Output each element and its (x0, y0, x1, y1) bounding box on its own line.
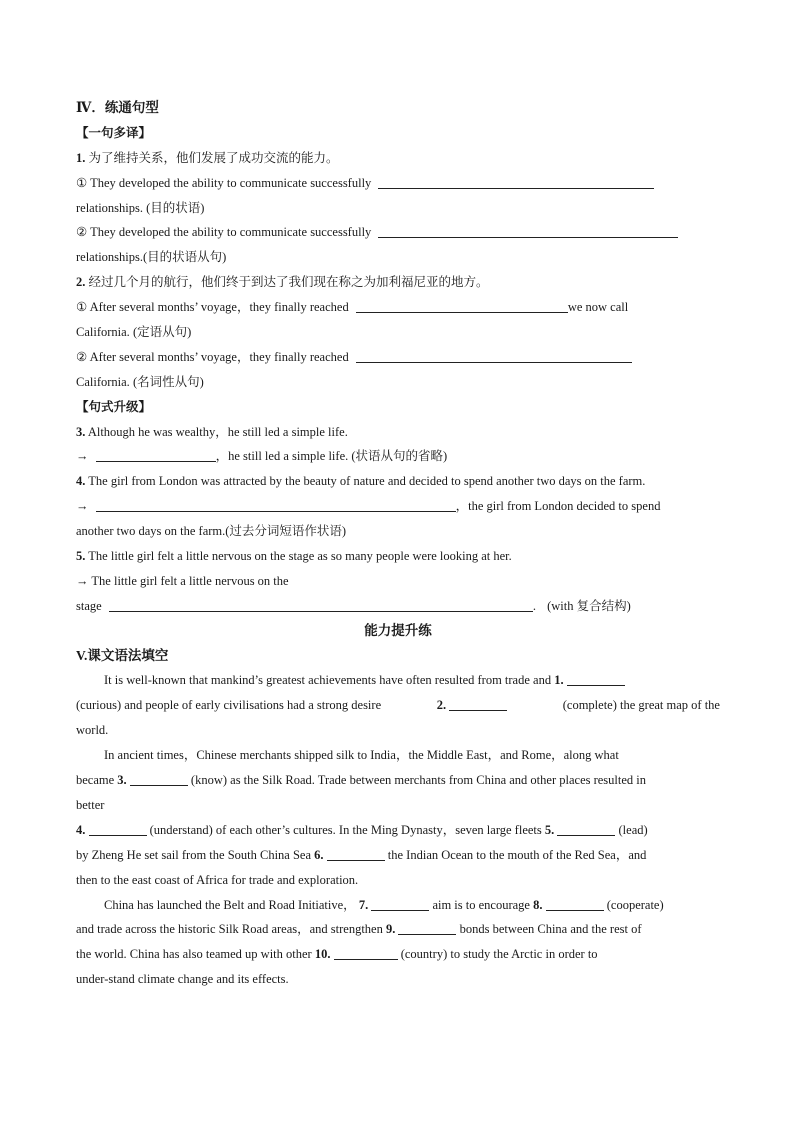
q1a-marker: ① (76, 175, 88, 190)
q2a-hint: (定语从句) (132, 325, 192, 340)
p3-line-4: under-stand climate change and its effects. (76, 972, 289, 987)
q4-blank[interactable] (96, 497, 456, 512)
p3-line-1: China has launched the Belt and Road Initiative， 7. aim is to encourage 8. (cooperate) (104, 897, 664, 912)
arrow-icon: → (76, 449, 89, 464)
question-1 (76, 146, 720, 171)
blank-1[interactable] (567, 671, 625, 686)
p1-line-1: It is well-known that mankind’s greatest achievements have often resulted from trade and 1. (76, 668, 720, 693)
q5-hint: (with 复合结构) (547, 598, 631, 613)
q3-hint: (状语从句的省略) (351, 449, 448, 464)
q5-number: 5. (76, 549, 86, 564)
q3-number: 3. (76, 424, 86, 439)
q3-tail: ，he still led a simple life. (215, 449, 349, 464)
blank-4[interactable] (89, 821, 147, 836)
blank-10[interactable] (334, 945, 398, 960)
question-2 (76, 270, 720, 295)
q1a-blank[interactable] (378, 174, 654, 189)
q1-option-a (76, 171, 720, 196)
arrow-icon: → (76, 499, 89, 514)
q1b-blank[interactable] (378, 223, 678, 238)
q3-blank[interactable] (96, 447, 216, 462)
q1b-text: They developed the ability to communicate successfully (90, 225, 372, 240)
blank-9[interactable] (398, 920, 456, 935)
q1-number: 1. (76, 150, 86, 165)
p2-line-2: became 3. (know) as the Silk Road. Trade between merchants from China and other places resulted in (76, 773, 647, 788)
p3-line-3: the world. China has also teamed up with other 10. (country) to study the Arctic in order to (76, 947, 598, 962)
q2a-continuation: California. (定语从句) (76, 325, 192, 340)
blank-5[interactable] (557, 821, 615, 836)
q2-option-b (76, 345, 720, 370)
q4-answer-line (76, 494, 720, 519)
subsection-sentence-upgrade: 【句式升级】 (76, 399, 152, 414)
q3-text: Although he was wealthy，he still led a simple life. (87, 424, 348, 439)
q2-option-a (76, 295, 720, 320)
p2-line-6: then to the east coast of Africa for trade and exploration. (76, 872, 359, 887)
q2a-marker: ① (76, 300, 88, 315)
q5-line2: The little girl felt a little nervous on the (91, 573, 289, 588)
blank-6[interactable] (327, 846, 385, 861)
q5-blank[interactable] (109, 597, 533, 612)
q4-hint: (过去分词短语作状语) (225, 524, 347, 539)
q1-option-b (76, 220, 720, 245)
q1a-continuation: relationships. (目的状语) (76, 200, 205, 215)
q2b-marker: ② (76, 349, 88, 364)
q1b-marker: ② (76, 225, 88, 240)
q2-chinese: 经过几个月的航行，他们终于到达了我们现在称之为加利福尼亚的地方。 (88, 275, 489, 290)
q1b-continuation: relationships.(目的状语从句) (76, 250, 227, 265)
q1a-text: They developed the ability to communicate successfully (90, 175, 372, 190)
question-3 (76, 420, 720, 445)
q3-answer-line (76, 444, 720, 469)
q2b-hint: (名词性从句) (132, 374, 204, 389)
q4-tail: ，the girl from London decided to spend (455, 499, 661, 514)
blank-8[interactable] (546, 896, 604, 911)
p2-line-4: 4. (understand) of each other’s cultures. In the Ming Dynasty，seven large fleets 5. (lead) (76, 822, 648, 837)
q2b-continuation: California. (名词性从句) (76, 374, 204, 389)
q2a-blank[interactable] (356, 298, 568, 313)
q4-text: The girl from London was attracted by the beauty of nature and decided to spend another two days on the farm. (88, 474, 646, 489)
arrow-icon: → (76, 573, 89, 588)
subsection-multi-translation: 【一句多译】 (76, 125, 152, 140)
blank-3[interactable] (130, 771, 188, 786)
section-5-title: V.课文语法填空 (76, 647, 169, 663)
p3-line-2: and trade across the historic Silk Road areas，and strengthen 9. bonds between China and the rest of (76, 922, 642, 937)
q5-text: The little girl felt a little nervous on the stage as so many people were looking at her. (88, 549, 512, 564)
p2-line-1: In ancient times，Chinese merchants shipped silk to India，the Middle East，and Rome，along what (104, 748, 619, 763)
p2-line-3: better (76, 797, 105, 812)
q1a-hint: (目的状语) (146, 200, 205, 215)
q4-continuation: another two days on the farm.(过去分词短语作状语) (76, 524, 347, 539)
blank-7[interactable] (371, 896, 429, 911)
q2b-text: After several months’ voyage，they finally reached (89, 349, 349, 364)
q2-number: 2. (76, 275, 86, 290)
question-4 (76, 469, 720, 494)
blank-2[interactable] (449, 696, 507, 711)
q1b-hint: (目的状语从句) (143, 250, 227, 265)
q5-continuation: stage . (with 复合结构) (76, 598, 631, 613)
worksheet-page (76, 96, 720, 992)
q5-answer-line (76, 569, 720, 594)
section-4-title: Ⅳ．练通句型 (76, 100, 159, 115)
q2a-tail: we now call (567, 300, 629, 315)
p1-line-2: (curious) and people of early civilisations had a strong desire 2. (complete) the great map of the (76, 698, 720, 713)
question-5 (76, 544, 720, 569)
p2-line-5: by Zheng He set sail from the South China Sea 6. the Indian Ocean to the mouth of the Red Sea，and (76, 847, 647, 862)
q1-chinese: 为了维持关系，他们发展了成功交流的能力。 (88, 150, 339, 165)
section-heading-advanced: 能力提升练 (364, 622, 432, 638)
q2a-text: After several months’ voyage，they finally reached (89, 300, 349, 315)
q4-number: 4. (76, 474, 86, 489)
q2b-blank[interactable] (356, 348, 632, 363)
p1-line-3: world. (76, 723, 109, 738)
